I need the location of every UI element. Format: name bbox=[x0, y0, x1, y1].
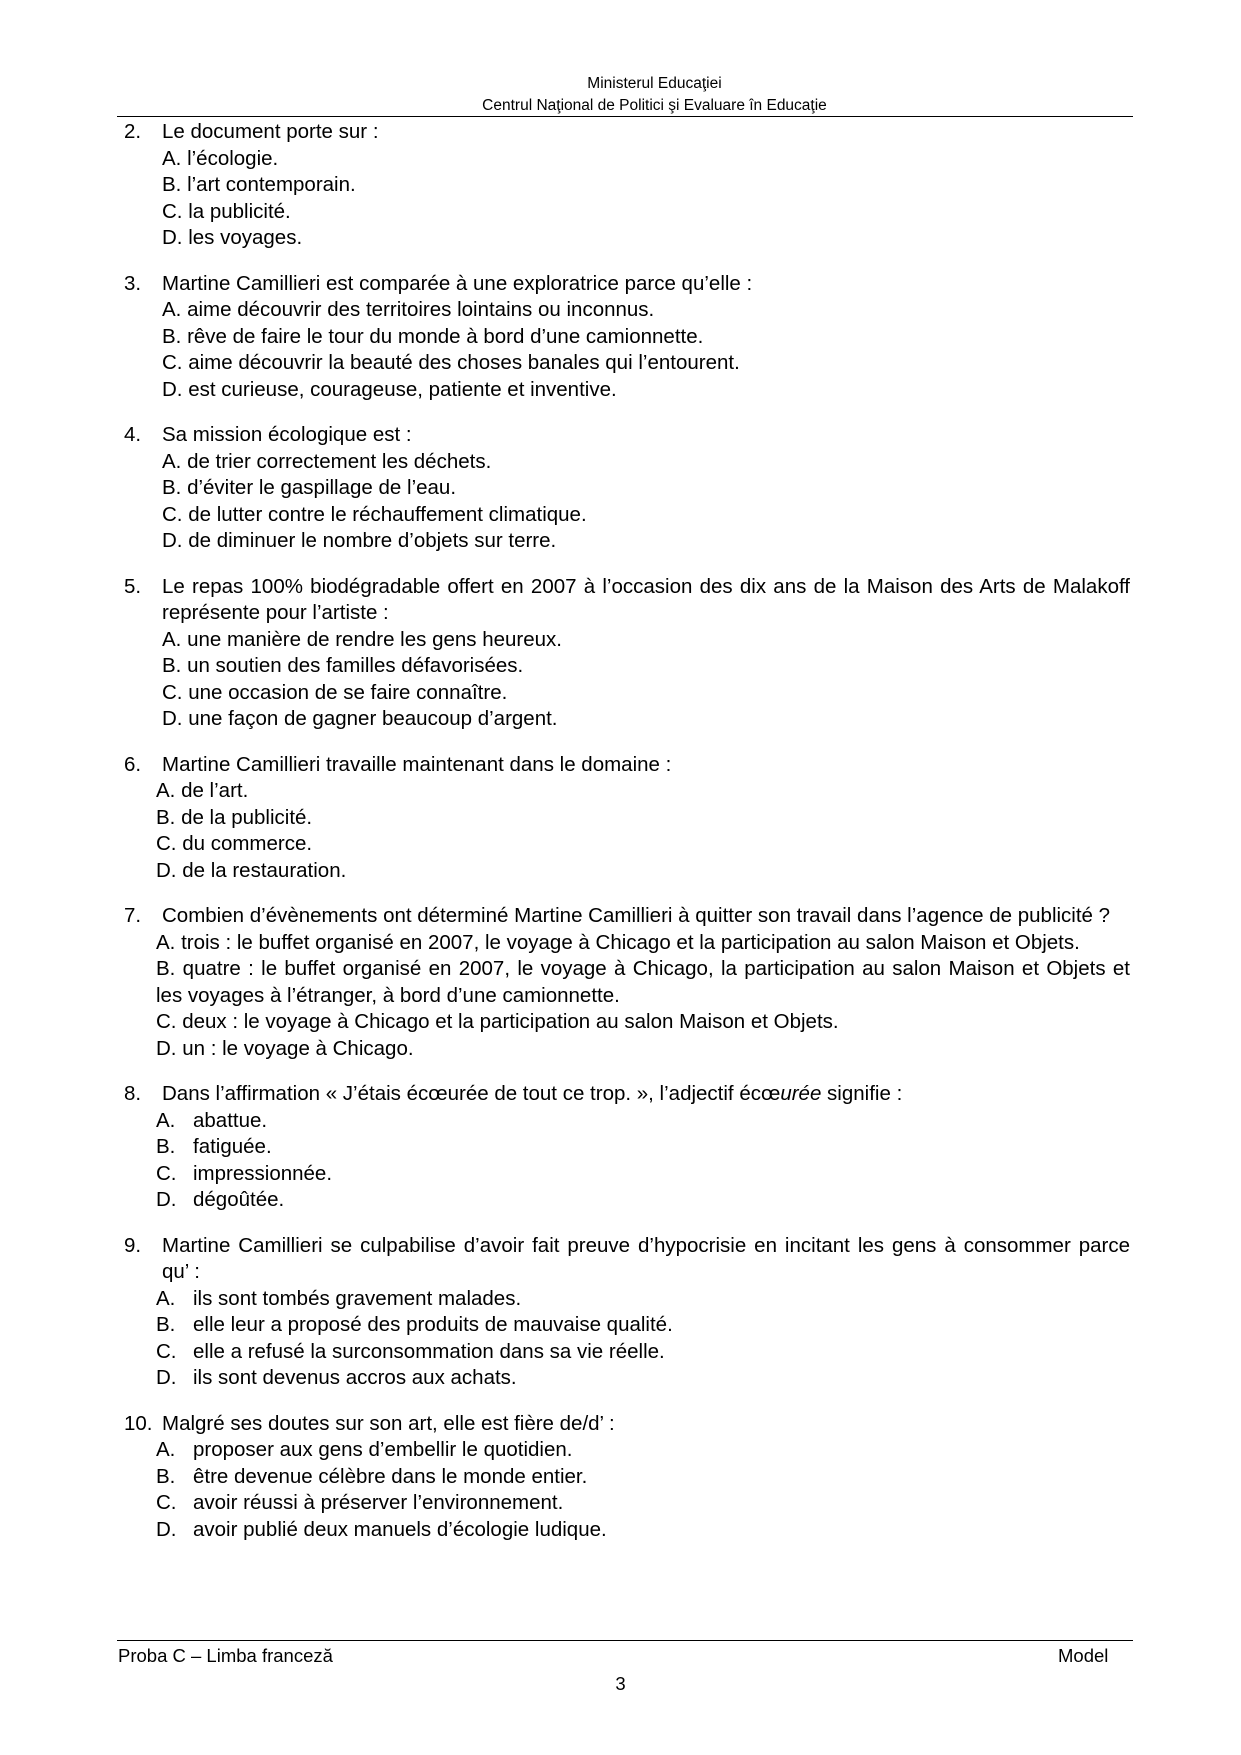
option-b: B. l’art contemporain. bbox=[162, 173, 356, 196]
option-b: B. d’éviter le gaspillage de l’eau. bbox=[162, 476, 457, 499]
question-6 bbox=[124, 752, 1130, 885]
questions-content bbox=[124, 119, 1130, 1562]
option-letter: B. bbox=[156, 1313, 176, 1336]
question-7 bbox=[124, 903, 1130, 1062]
option-d bbox=[156, 1187, 1130, 1214]
option-letter: D. bbox=[156, 1517, 177, 1541]
option-b bbox=[156, 1134, 1130, 1161]
option-c bbox=[156, 1490, 1130, 1517]
option-text: dégoûtée. bbox=[193, 1188, 285, 1211]
option-text: abattue. bbox=[193, 1108, 268, 1132]
stem-after: signifie : bbox=[821, 1082, 903, 1105]
option-d: D. les voyages. bbox=[162, 226, 303, 249]
stem-before: Dans l’affirmation « J’étais écœurée de tout ce trop. », l’adjectif bbox=[162, 1082, 740, 1105]
option-a: A. de trier correctement les déchets. bbox=[162, 449, 492, 473]
option-letter: C. bbox=[156, 1161, 177, 1185]
option-a: A. aime découvrir des territoires lointains ou inconnus. bbox=[162, 298, 655, 321]
option-b bbox=[156, 1312, 1130, 1339]
option-text: ils sont devenus accros aux achats. bbox=[193, 1366, 517, 1389]
option-a bbox=[156, 1108, 1130, 1135]
option-c: C. du commerce. bbox=[156, 832, 313, 855]
option-a: A. l’écologie. bbox=[162, 146, 279, 170]
option-c bbox=[156, 1161, 1130, 1188]
footer-divider bbox=[117, 1640, 1133, 1641]
header-ministry: Ministerul Educaţiei bbox=[587, 75, 722, 92]
option-letter: D. bbox=[156, 1366, 177, 1389]
option-b bbox=[156, 1464, 1130, 1491]
option-c: C. une occasion de se faire connaître. bbox=[162, 680, 508, 704]
question-number: 9. bbox=[124, 1233, 142, 1257]
option-b: B. de la publicité. bbox=[156, 805, 313, 829]
option-b: B. un soutien des familles défavorisées. bbox=[162, 654, 524, 677]
question-9 bbox=[124, 1233, 1130, 1392]
question-8 bbox=[124, 1081, 1130, 1214]
option-letter: D. bbox=[156, 1188, 177, 1211]
stem-word-italic: urée bbox=[780, 1082, 822, 1105]
question-number: 2. bbox=[124, 120, 142, 143]
option-letter: C. bbox=[156, 1339, 177, 1363]
option-letter: B. bbox=[156, 1135, 176, 1158]
option-d: D. de diminuer le nombre d’objets sur terre. bbox=[162, 529, 557, 552]
page-number: 3 bbox=[615, 1673, 626, 1694]
option-a: A. de l’art. bbox=[156, 779, 249, 802]
footer-model-label: Model bbox=[1058, 1645, 1109, 1666]
option-d bbox=[156, 1365, 1130, 1392]
question-number: 3. bbox=[124, 271, 142, 295]
question-stem: Sa mission écologique est : bbox=[162, 423, 412, 446]
option-a bbox=[156, 1286, 1130, 1313]
question-number: 10. bbox=[124, 1411, 153, 1435]
option-a: A. une manière de rendre les gens heureux. bbox=[162, 627, 563, 651]
option-letter: A. bbox=[156, 1438, 176, 1461]
option-text: proposer aux gens d’embellir le quotidien. bbox=[193, 1438, 573, 1461]
question-4 bbox=[124, 422, 1130, 555]
option-text: avoir réussi à préserver l’environnement. bbox=[193, 1491, 564, 1514]
question-5 bbox=[124, 574, 1130, 733]
option-d bbox=[156, 1517, 1130, 1544]
question-stem: Martine Camillieri se culpabilise d’avoir fait preuve d’hypocrisie en incitant les gens à consommer parce qu’ : bbox=[162, 1233, 1130, 1283]
question-2 bbox=[124, 119, 1130, 252]
option-d: D. un : le voyage à Chicago. bbox=[156, 1036, 414, 1060]
option-d: D. de la restauration. bbox=[156, 858, 347, 882]
option-text: fatiguée. bbox=[193, 1135, 272, 1158]
option-d: D. une façon de gagner beaucoup d’argent. bbox=[162, 707, 558, 730]
stem-word: écœ bbox=[739, 1082, 781, 1105]
option-a: A. trois : le buffet organisé en 2007, le voyage à Chicago et la participation au salon Maison et Objets. bbox=[156, 930, 1080, 954]
option-c: C. deux : le voyage à Chicago et la participation au salon Maison et Objets. bbox=[156, 1010, 839, 1033]
question-stem: Malgré ses doutes sur son art, elle est fière de/d’ : bbox=[162, 1411, 615, 1435]
option-d: D. est curieuse, courageuse, patiente et inventive. bbox=[162, 377, 617, 401]
option-letter: B. bbox=[156, 1464, 176, 1488]
option-text: elle leur a proposé des produits de mauvaise qualité. bbox=[193, 1313, 673, 1336]
question-stem: Combien d’évènements ont déterminé Martine Camillieri à quitter son travail dans l’agence de publicité ? bbox=[162, 904, 1111, 927]
question-stem: Martine Camillieri est comparée à une exploratrice parce qu’elle : bbox=[162, 271, 753, 295]
option-c bbox=[156, 1339, 1130, 1366]
option-b: B. rêve de faire le tour du monde à bord d’une camionnette. bbox=[162, 324, 704, 348]
question-number: 8. bbox=[124, 1082, 142, 1105]
header-divider bbox=[117, 116, 1133, 117]
option-text: ils sont tombés gravement malades. bbox=[193, 1286, 522, 1310]
option-a bbox=[156, 1437, 1130, 1464]
header-center: Centrul Naţional de Politici şi Evaluare în Educaţie bbox=[482, 97, 827, 114]
question-number: 4. bbox=[124, 423, 142, 446]
question-number: 5. bbox=[124, 574, 142, 598]
question-3 bbox=[124, 271, 1130, 404]
option-text: être devenue célèbre dans le monde entier. bbox=[193, 1464, 588, 1488]
question-stem: Le document porte sur : bbox=[162, 120, 379, 143]
question-stem: Le repas 100% biodégradable offert en 2007 à l’occasion des dix ans de la Maison des Arts de Malakoff représente pour l’artiste : bbox=[162, 574, 1130, 624]
question-stem: Martine Camillieri travaille maintenant dans le domaine : bbox=[162, 752, 672, 776]
option-text: elle a refusé la surconsommation dans sa vie réelle. bbox=[193, 1339, 665, 1363]
option-letter: A. bbox=[156, 1108, 176, 1132]
question-stem bbox=[162, 1081, 1130, 1108]
option-letter: C. bbox=[156, 1491, 177, 1514]
question-number: 7. bbox=[124, 904, 142, 927]
option-c: C. la publicité. bbox=[162, 199, 291, 223]
option-c: C. de lutter contre le réchauffement climatique. bbox=[162, 502, 587, 526]
footer-exam-name: Proba C – Limba franceză bbox=[118, 1645, 333, 1666]
option-c: C. aime découvrir la beauté des choses banales qui l’entourent. bbox=[162, 351, 740, 374]
option-text: impressionnée. bbox=[193, 1161, 333, 1185]
option-text: avoir publié deux manuels d’écologie ludique. bbox=[193, 1517, 607, 1541]
option-letter: A. bbox=[156, 1286, 176, 1310]
question-10 bbox=[124, 1411, 1130, 1544]
option-b: B. quatre : le buffet organisé en 2007, le voyage à Chicago, la participation au salon Maison et Objets et les voyages à l’étranger, à bord d’une camionnette. bbox=[156, 957, 1130, 1007]
question-number: 6. bbox=[124, 752, 142, 776]
